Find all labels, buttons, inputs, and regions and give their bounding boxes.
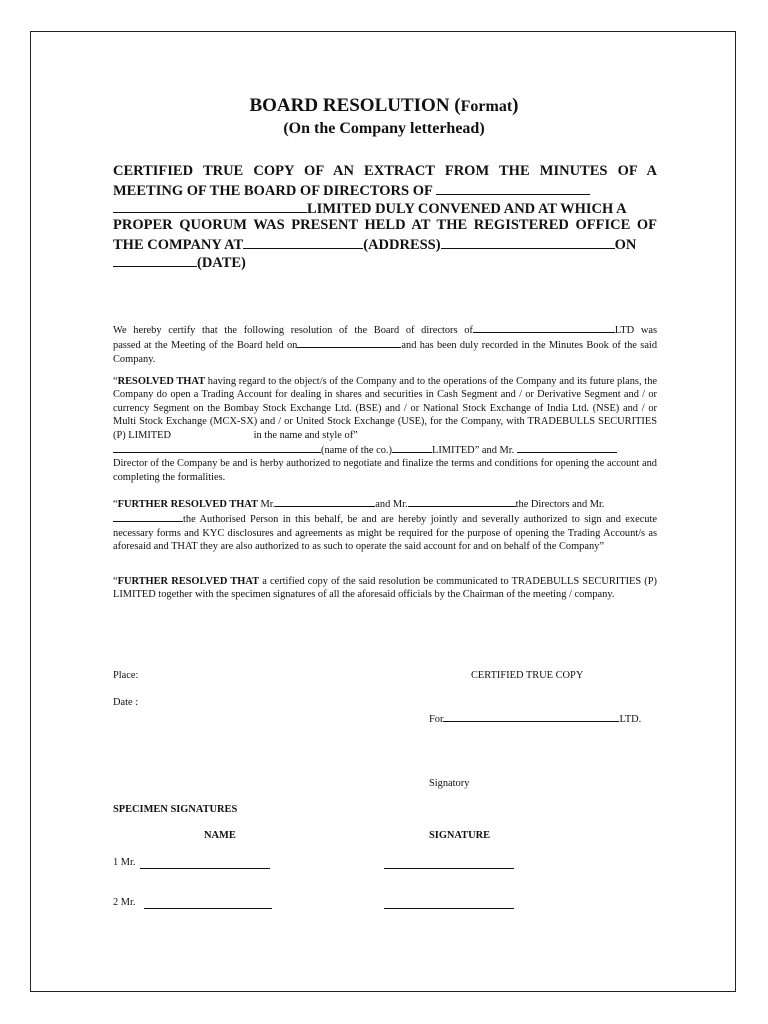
for-company-line <box>429 711 641 725</box>
title-close: ) <box>512 95 519 116</box>
resolved-body-1: having regard to the object/s of the Company and to the operations of the Company and its future plans, the Company do open a Trading Account for dealing in shares and securities in Cash Segment and / or Derivative Segment and / or currency Segment on the Bombay Stock Exchange Ltd. (BSE) and / or National Stock Exchange of India Ltd. (NSE) and / or Multi Stock Exchange (MCX-SX) and / or United Stock Exchange (USE), for the Company, with TRADEBULLS SECURITIES (P) LIMITED <box>113 376 657 441</box>
certify-text-a: We hereby certify that the following resolution of the Board of directors of <box>113 324 473 336</box>
resolved-name-style: in the name and style of” <box>253 429 358 441</box>
further1-lead: FURTHER RESOLVED THAT <box>117 498 258 510</box>
specimen-row-1-label: 1 Mr. <box>113 857 136 868</box>
director2-blank <box>408 496 516 507</box>
document-subtitle: (On the Company letterhead) <box>283 120 485 137</box>
for-company-blank <box>443 711 619 722</box>
certify-text-c: passed at the Meeting of the Board held on <box>113 340 298 352</box>
company-name-blank <box>436 180 590 195</box>
further1-directors: the Directors and Mr. <box>515 498 605 510</box>
name-column-header: NAME <box>204 830 236 841</box>
further1-quote: “ <box>113 498 118 510</box>
certify-paragraph <box>113 322 657 366</box>
heading-line-5 <box>113 234 657 254</box>
heading-line-2-text: MEETING OF THE BOARD OF DIRECTORS OF <box>113 182 433 199</box>
heading-line-6 <box>113 252 657 272</box>
director-name-blank <box>517 442 617 453</box>
further2-body: a certified copy of the said resolution be communicated to TRADEBULLS SECURITIES (P) LIMITED together with the specimen signatures of all the aforesaid officials by the Chairman of the meeting / company. <box>113 576 658 601</box>
heading-on: ON <box>614 236 637 253</box>
date-blank <box>113 252 197 267</box>
specimen-row-1-signature-line <box>384 868 514 869</box>
further2-lead: FURTHER RESOLVED THAT <box>117 576 260 587</box>
address-blank-2 <box>441 234 615 249</box>
heading-line-4 <box>113 216 657 234</box>
heading-company-at: THE COMPANY AT <box>113 236 244 253</box>
certified-true-copy: CERTIFIED TRUE COPY <box>471 670 584 681</box>
heading-date: (DATE) <box>197 254 246 271</box>
director1-blank <box>275 496 375 507</box>
resolved-paragraph <box>113 375 657 484</box>
limited-blank <box>392 442 432 453</box>
further1-body: the Authorised Person in this behalf, be and are hereby jointly and severally authorized to sign and execute necessary forms and KYC disclosures and agreements as might be required for the purpose of opening the Trading Account/s as aforesaid and THAT they are also authorized to as such to operate the said account for and on behalf of the Company” <box>113 514 657 552</box>
signature-column-header: SIGNATURE <box>429 830 491 841</box>
heading-line-1-text: CERTIFIED TRUE COPY OF AN EXTRACT FROM THE MINUTES OF A <box>113 163 657 179</box>
heading-line-2 <box>113 180 657 200</box>
title-format: Format <box>460 98 513 115</box>
further2-quote: “ <box>113 576 118 587</box>
certify-text-d: and has been duly recorded in the Minutes Book of the said Company. <box>113 340 658 365</box>
signatory-label: Signatory <box>429 778 470 789</box>
resolved-limited: LIMITED” and Mr. <box>431 444 515 456</box>
further1-and-mr: and Mr. <box>375 498 408 510</box>
resolved-body-2: Director of the Company be and is herby authorized to negotiate and finalize the terms and conditions for opening the account and completing the formalities. <box>113 458 657 483</box>
specimen-row-2-name-line <box>144 908 272 909</box>
further1-mr: Mr. <box>257 498 276 510</box>
document-title <box>0 95 768 117</box>
company-name-blank-2 <box>113 198 307 213</box>
company-name-blank-3 <box>113 442 321 453</box>
specimen-signatures-heading: SPECIMEN SIGNATURES <box>113 804 238 815</box>
date-label: Date : <box>113 697 139 708</box>
resolved-quote: “ <box>113 376 118 387</box>
further-resolved-2 <box>113 575 657 602</box>
heading-line-3 <box>113 198 657 218</box>
specimen-row-2-label: 2 Mr. <box>113 897 136 908</box>
title-main: BOARD RESOLUTION ( <box>249 95 461 116</box>
board-company-blank <box>473 322 615 333</box>
certify-text-b: LTD was <box>614 324 657 336</box>
resolved-name-of-co: (name of the co.) <box>321 444 392 456</box>
place-label: Place: <box>113 670 139 681</box>
address-blank <box>243 234 363 249</box>
meeting-date-blank <box>297 337 401 348</box>
heading-line-3-text: LIMITED DULY CONVENED AND AT WHICH A <box>307 200 627 217</box>
authorised-person-blank <box>113 511 183 522</box>
specimen-row-1-name-line <box>140 868 270 869</box>
resolved-lead: RESOLVED THAT <box>117 376 206 387</box>
heading-line-1 <box>113 162 657 180</box>
further-resolved-1 <box>113 496 657 553</box>
for-label: For <box>429 713 444 725</box>
heading-address: (ADDRESS) <box>363 236 441 253</box>
heading-line-4-text: PROPER QUORUM WAS PRESENT HELD AT THE REGISTERED OFFICE OF <box>113 217 657 233</box>
ltd-label: LTD. <box>619 713 642 725</box>
specimen-row-2-signature-line <box>384 908 514 909</box>
